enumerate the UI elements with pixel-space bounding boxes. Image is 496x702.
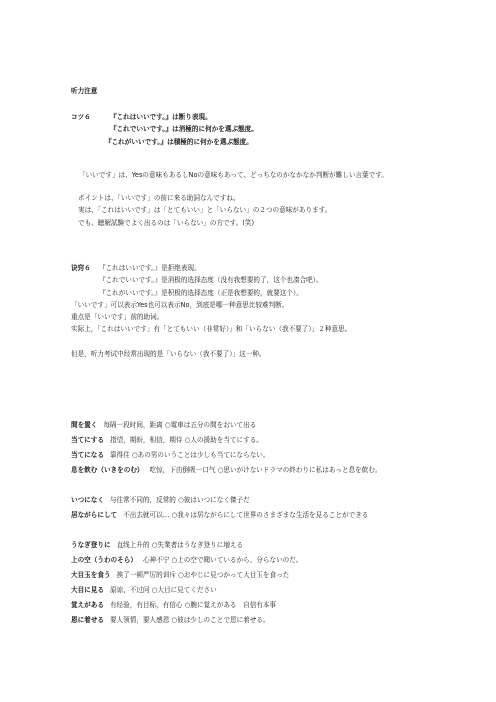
vocab-word: 覚えがある — [71, 601, 104, 609]
vocab-gloss: 有经验，有目标，有信心 ○腕に覚えがある 自信有本事 — [109, 601, 277, 609]
vocab-item — [71, 586, 217, 595]
vocab-item — [71, 511, 441, 520]
vocab-word: 居ながらにして — [71, 511, 118, 519]
page-title: 听力注意 — [71, 87, 98, 95]
rule-line-2-jp: 『これでいいです。』は消極的に何かを選ぶ態度。 — [110, 125, 258, 133]
vocab-word: 大目玉を食う — [71, 571, 111, 579]
vocab-gloss: 原谅，不过问 ○大目に見てください — [109, 586, 217, 594]
rule-label-jp: コツ６ — [71, 113, 91, 121]
vocab-item — [71, 436, 263, 445]
vocab-item — [71, 556, 302, 565]
vocab-gloss: 指望，期盼，相信，期待 ○人の援助を当てにする。 — [109, 436, 263, 444]
vocab-word: 上の空（うわのそら） — [71, 556, 137, 564]
vocab-gloss: 要人领情，要人感恩 ○彼は少しのことで恩に着せる。 — [109, 616, 270, 624]
rule-line-3-cn: 『これがいいです。』是积极的选择态度（正是我想要的，就要这个）。 — [99, 289, 303, 297]
explain-jp-p3: 実は、「これはいいです」は「とてもいい」と「いらない」の２つの意味があります。 — [78, 206, 332, 214]
vocab-item — [71, 421, 256, 430]
vocab-word: 当てにする — [71, 436, 104, 444]
vocab-item — [71, 571, 289, 580]
vocab-item — [71, 466, 441, 475]
rule-line-1-jp: 『これはいいです。』は断り表現。 — [110, 113, 212, 121]
vocab-word: 恩に着せる — [71, 616, 104, 624]
vocab-item — [71, 616, 269, 625]
vocab-gloss: 吃惊，下由倒吸一口气 ○思いがけないドラマの終わりに私はあっと息を飲む。 — [149, 466, 382, 474]
vocab-gloss: 靠得住 ○あの男のいうことは少しも当てにならない。 — [109, 451, 270, 459]
explain-jp-p1: 「いいです」は、Yesの意味もあるしNoの意味もあって、どっちなのかなかなか判断が難しい言葉です。 — [79, 171, 388, 179]
explain-cn-p4: 但是，听力考试中经常出现的是「いらない（我不要了）」这一种。 — [71, 350, 266, 358]
explain-cn-p2: 重点是「いいです」前的助词。 — [71, 313, 164, 321]
explain-jp-p4: でも、聴解試験でよく出るのは「いらない」の方です。(笑) — [78, 219, 255, 227]
vocab-word: 大目に見る — [71, 586, 104, 594]
vocab-word: 間を置く — [71, 421, 98, 429]
vocab-gloss: 不出去就可以… ○我々は居ながらにして世界のさまざまな生活を見ることができる — [123, 511, 369, 519]
vocab-word: いつになく — [71, 496, 104, 504]
vocab-word: 息を飲む（いきをのむ） — [71, 466, 144, 474]
rule-label-cn: 诀窍６ — [71, 264, 91, 272]
vocab-item — [71, 541, 243, 550]
vocab-gloss: 与往常不同的，反常的 ○彼はいつになく傑子だ — [109, 496, 250, 504]
rule-line-1-cn: 『これはいいです。』是拒绝表现。 — [99, 264, 201, 272]
vocab-gloss: 心神不宁 ○上の空で聞いているから、分らないのだ。 — [142, 556, 303, 564]
vocab-gloss: 每隔一段时间，距离 ○電車は五分の間をおいて出る — [103, 421, 257, 429]
rule-line-3-jp: 『これがいいです。』は積極的に何かを選ぶ態度。 — [105, 138, 253, 146]
vocab-word: 当てになる — [71, 451, 104, 459]
vocab-gloss: 直线上升的 ○失業者はうなぎ登りに増える — [116, 541, 244, 549]
explain-cn-p3: 实际上，「これはいいです」有「とてもいい（非常好）」和「いらない（我不要了）」２种意思。 — [71, 325, 352, 333]
vocab-item — [71, 451, 269, 460]
explain-cn-p1: 「いいです」可以表示Yes也可以表示No，到底是哪一种意思比较难判断。 — [71, 301, 289, 309]
vocab-item — [71, 601, 276, 610]
vocab-gloss: 挨了一顿严厉的训斥 ○おやじに見つかって大目玉を食った — [116, 571, 290, 579]
vocab-item — [71, 496, 250, 505]
explain-jp-p2: ポイントは、「いいです」の前に来る助詞なんですね。 — [78, 194, 240, 202]
rule-line-2-cn: 『これでいいです。』是消极的选择态度（没有我想要的了，这个也凑合吧）。 — [99, 276, 323, 284]
vocab-word: うなぎ登りに — [71, 541, 111, 549]
